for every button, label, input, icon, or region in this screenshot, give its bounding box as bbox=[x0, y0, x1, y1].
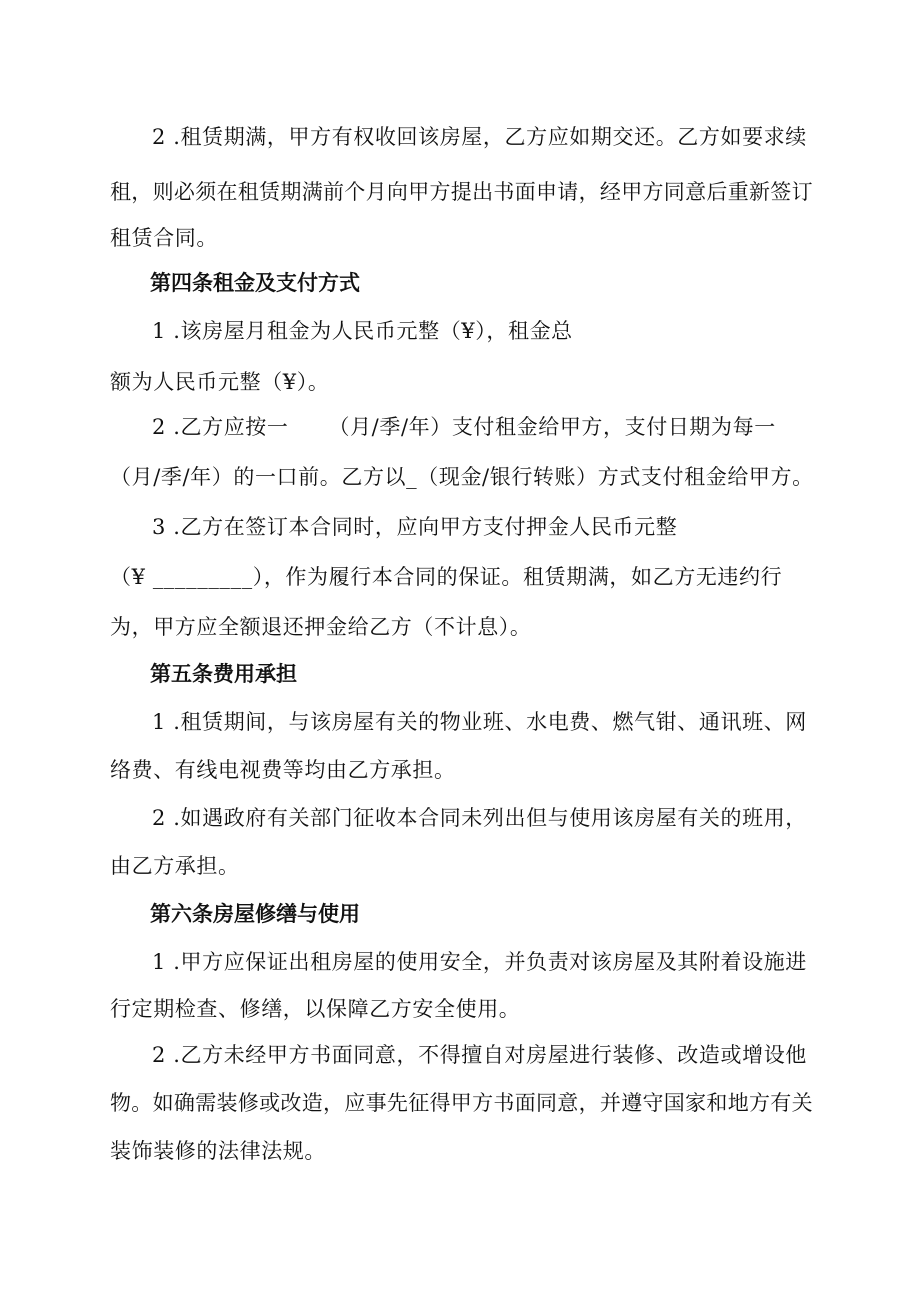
clause-5-item-2-line-2: 由乙方承担。 bbox=[110, 854, 240, 878]
clause-5-item-2-line-1: 2 .如遇政府有关部门征收本合同未列出但与使用该房屋有关的班用， bbox=[152, 806, 807, 830]
clause-3-item-2-line-1: 2 .租赁期满，甲方有权收回该房屋，乙方应如期交还。乙方如要求续 bbox=[152, 125, 807, 149]
clause-4-item-3-line-2: （¥ _________），作为履行本合同的保证。租赁期满，如乙方无违约行 bbox=[110, 565, 783, 589]
clause-5-item-1-line-1: 1 .租赁期间，与该房屋有关的物业班、水电费、燃气钳、通讯班、网 bbox=[152, 710, 807, 734]
clause-6-item-2-line-2: 物。如确需装修或改造，应事先征得甲方书面同意，并遵守国家和地方有关 bbox=[110, 1091, 813, 1115]
clause-6-item-2-line-1: 2 .乙方未经甲方书面同意，不得擅自对房屋进行装修、改造或增设他 bbox=[152, 1043, 807, 1067]
clause-4-item-2-line-1: 2 .乙方应按一 （月/季/年）支付租金给甲方，支付日期为每一 bbox=[152, 415, 776, 439]
heading-article-4: 第四条租金及支付方式 bbox=[150, 271, 360, 295]
clause-3-item-2-line-3: 租赁合同。 bbox=[110, 226, 218, 250]
heading-article-6: 第六条房屋修缮与使用 bbox=[150, 902, 360, 926]
clause-4-item-1-line-1: 1 .该房屋月租金为人民币元整（¥），租金总 bbox=[152, 319, 573, 343]
clause-5-item-1-line-2: 络费、有线电视费等均由乙方承担。 bbox=[110, 758, 456, 782]
clause-6-item-1-line-1: 1 .甲方应保证出租房屋的使用安全，并负责对该房屋及其附着设施进 bbox=[152, 950, 807, 974]
heading-article-5: 第五条费用承担 bbox=[150, 662, 297, 686]
clause-4-item-3-line-1: 3 .乙方在签订本合同时，应向甲方支付押金人民币元整 bbox=[152, 515, 678, 539]
clause-4-item-3-line-3: 为，甲方应全额退还押金给乙方（不计息）。 bbox=[110, 615, 532, 639]
clause-4-item-2-line-2: （月/季/年）的一口前。乙方以_（现金/银行转账）方式支付租金给甲方。 bbox=[110, 465, 814, 489]
clause-6-item-1-line-2: 行定期检查、修缮，以保障乙方安全使用。 bbox=[110, 997, 521, 1021]
clause-3-item-2-line-2: 租，则必须在租赁期满前个月向甲方提出书面申请，经甲方同意后重新签订 bbox=[110, 180, 813, 204]
clause-6-item-2-line-3: 装饰装修的法律法规。 bbox=[110, 1139, 326, 1163]
clause-4-item-1-line-2: 额为人民币元整（¥）。 bbox=[110, 370, 330, 394]
